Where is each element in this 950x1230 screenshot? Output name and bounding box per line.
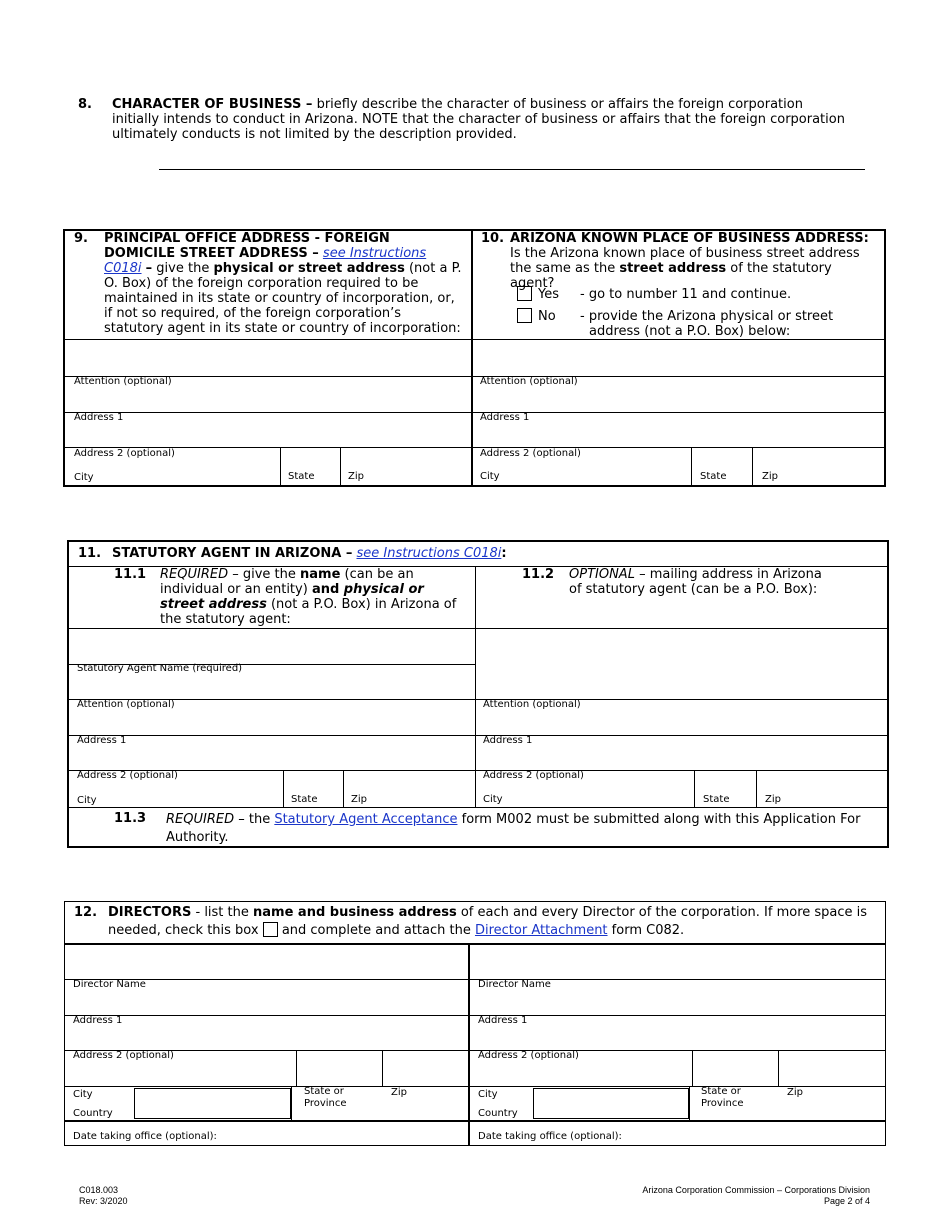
agent-name-input[interactable]: [70, 630, 474, 663]
optional-text: OPTIONAL: [569, 567, 635, 582]
row-line: [65, 447, 884, 448]
row-line: [69, 699, 887, 700]
section-10-address2-label: Address 2 (optional): [480, 448, 581, 459]
row-line: [69, 807, 887, 808]
col-line: [340, 447, 341, 485]
section-9-zip-label: Zip: [348, 471, 364, 482]
director-2-address2-label: Address 2 (optional): [478, 1050, 579, 1061]
footer-page-number: Page 2 of 4: [823, 1196, 870, 1206]
section-8-title: CHARACTER OF BUSINESS –: [112, 97, 313, 112]
section-12-number: 12.: [74, 905, 98, 920]
director-2-address1-label: Address 1: [478, 1015, 528, 1026]
section-9-state-label: State: [288, 471, 315, 482]
col-line: [778, 1050, 779, 1086]
row-line: [65, 1086, 885, 1087]
section-11-header: [112, 546, 507, 561]
no-checkbox[interactable]: [517, 308, 532, 323]
director-1-name-input[interactable]: [66, 945, 467, 978]
director-1-date-label: Date taking office (optional):: [73, 1131, 217, 1142]
director-1-state-label: State or: [304, 1086, 344, 1097]
col-line: [692, 1050, 693, 1086]
director-1-address2-label: Address 2 (optional): [73, 1050, 174, 1061]
no-label: No: [538, 309, 556, 324]
director-1-name-label: Director Name: [73, 979, 146, 990]
text: – give the: [228, 567, 301, 582]
section-11-number: 11.: [78, 546, 102, 561]
section-10-zip-label: Zip: [762, 471, 778, 482]
section-11-1-state-label: State: [291, 794, 318, 805]
row-line: [69, 628, 887, 629]
footer-revision: Rev: 3/2020: [79, 1196, 128, 1206]
row-line: [69, 735, 887, 736]
col-line: [382, 1050, 383, 1086]
director-1-country-label: Country: [73, 1108, 113, 1119]
col-line: [343, 770, 344, 807]
director-2-name-input[interactable]: [471, 945, 884, 978]
section-9-name-input[interactable]: [66, 341, 470, 375]
section-9-instructions-link[interactable]: see Instructions C018i: [104, 246, 427, 276]
director-2-zip-label: Zip: [787, 1087, 803, 1098]
section-8-text: [112, 97, 852, 142]
director-2-province-label: Province: [701, 1098, 744, 1109]
section-11-1-address1-label: Address 1: [77, 735, 127, 746]
col-line: [475, 567, 476, 807]
text: - list the: [191, 905, 254, 920]
section-11-2-address2-label: Address 2 (optional): [483, 770, 584, 781]
row-line: [65, 1015, 885, 1016]
director-2-date-label: Date taking office (optional):: [478, 1131, 622, 1142]
section-11-2-city-label: City: [483, 794, 503, 805]
col-line: [691, 447, 692, 485]
text: of the statutory agent?: [510, 261, 832, 291]
bold-italic-text: physical or street address: [160, 582, 424, 612]
director-2-state-label: State or: [701, 1086, 741, 1097]
section-11-instructions-link[interactable]: see Instructions C018i: [356, 546, 502, 561]
footer-form-code: C018.003: [79, 1185, 119, 1195]
bold-text: name and business address: [253, 905, 457, 920]
row-line: [65, 1050, 885, 1051]
sections-9-10-divider: [471, 229, 473, 487]
required-text: REQUIRED –: [166, 812, 245, 827]
section-8-number: 8.: [78, 97, 92, 112]
section-9-title: PRINCIPAL OFFICE ADDRESS - FOREIGN DOMICILE STREET ADDRESS –: [104, 231, 390, 261]
text: Is the Arizona known place of business street address the same as the: [510, 246, 860, 276]
row-line: [65, 1120, 885, 1122]
text: of each and every Director of the corporation. If more space is needed, check this box: [108, 905, 868, 938]
statutory-agent-acceptance-link[interactable]: Statutory Agent Acceptance: [274, 812, 458, 827]
section-11-2-text: [569, 567, 829, 597]
section-12-title: DIRECTORS: [108, 905, 192, 920]
section-11-2-zip-label: Zip: [765, 794, 781, 805]
yes-checkbox[interactable]: [517, 286, 532, 301]
section-10-number: 10.: [481, 231, 505, 246]
text: and complete and attach the: [277, 923, 475, 938]
text: form C082.: [607, 923, 685, 938]
director-1-city-label: City: [73, 1089, 93, 1100]
director-1-zip-label: Zip: [391, 1087, 407, 1098]
more-directors-checkbox[interactable]: [263, 922, 278, 937]
section-11-3-number: 11.3: [114, 811, 147, 826]
bold-text: name: [300, 567, 341, 582]
agent-name-label: Statutory Agent Name (required): [77, 663, 243, 674]
yes-label: Yes: [538, 287, 559, 302]
director-2-city-label: City: [478, 1089, 498, 1100]
text: form M002 must be submitted along with this Application For Authority.: [166, 812, 861, 845]
director-1-city-country-input[interactable]: [134, 1088, 291, 1119]
colon: :: [501, 546, 507, 561]
bold-text: street address: [619, 261, 727, 276]
section-9-attention-label: Attention (optional): [74, 376, 172, 387]
section-10-state-label: State: [700, 471, 727, 482]
text: (can be an individual or an entity): [160, 567, 414, 597]
text: the: [244, 812, 275, 827]
text: give the: [152, 261, 214, 276]
row-line: [65, 979, 885, 980]
section-9-number: 9.: [74, 231, 88, 246]
col-line: [694, 770, 695, 807]
director-attachment-link[interactable]: Director Attachment: [474, 923, 608, 938]
section-11-1-text: [160, 567, 470, 627]
director-2-name-label: Director Name: [478, 979, 551, 990]
director-1-province-label: Province: [304, 1098, 347, 1109]
section-11-1-number: 11.1: [114, 567, 147, 582]
section-10-address1-label: Address 1: [480, 412, 530, 423]
section-11-1-address2-label: Address 2 (optional): [77, 770, 178, 781]
section-9-city-label: City: [74, 472, 94, 483]
section-11-1-attention-label: Attention (optional): [77, 699, 175, 710]
col-line: [296, 1050, 297, 1086]
agent-mailing-name-input[interactable]: [477, 630, 887, 698]
col-line: [283, 770, 284, 807]
footer-agency: Arizona Corporation Commission – Corporations Division: [642, 1185, 870, 1195]
director-2-city-country-input[interactable]: [533, 1088, 689, 1119]
section-10-question: [510, 246, 878, 291]
director-1-address1-label: Address 1: [73, 1015, 123, 1026]
section-11-1-zip-label: Zip: [351, 794, 367, 805]
no-instruction-line1: - provide the Arizona physical or street: [580, 309, 834, 324]
section-8-body: briefly describe the character of business or affairs the foreign corporation initially intends to conduct in Arizona. NOTE that the character of business or affairs that the foreign corporation ultimately conducts is not limited by the description provided.: [112, 97, 845, 142]
section-11-3-text: [166, 811, 866, 847]
section-10-city-label: City: [480, 471, 500, 482]
text: – mailing address in Arizona of statutory agent (can be a P.O. Box):: [569, 567, 822, 597]
no-instruction-line2: address (not a P.O. Box) below:: [589, 324, 791, 339]
text: (not a P.O. Box) in Arizona of the statutory agent:: [160, 597, 457, 627]
section-11-title: STATUTORY AGENT IN ARIZONA –: [112, 546, 353, 561]
section-10-name-input[interactable]: [474, 341, 883, 375]
row-line: [65, 339, 884, 340]
bold-text: physical or street address: [213, 261, 405, 276]
bold-text: and: [311, 582, 344, 597]
section-11-2-number: 11.2: [522, 567, 555, 582]
col-line: [689, 1086, 690, 1120]
row-line: [65, 412, 884, 413]
section-9-address1-label: Address 1: [74, 412, 124, 423]
dash: –: [145, 261, 153, 276]
col-line: [291, 1086, 292, 1120]
section-9-header: [104, 231, 464, 336]
section-11-1-city-label: City: [77, 795, 97, 806]
section-11-2-state-label: State: [703, 794, 730, 805]
yes-instruction: - go to number 11 and continue.: [580, 287, 792, 302]
section-9-address2-label: Address 2 (optional): [74, 448, 175, 459]
section-12-header: [108, 904, 868, 940]
section-11-2-address1-label: Address 1: [483, 735, 533, 746]
row-line: [65, 376, 884, 377]
director-2-country-label: Country: [478, 1108, 518, 1119]
required-text: REQUIRED: [160, 567, 229, 582]
col-line: [468, 944, 470, 1146]
col-line: [752, 447, 753, 485]
section-10-attention-label: Attention (optional): [480, 376, 578, 387]
col-line: [280, 447, 281, 485]
text: (not a P. O. Box) of the foreign corporation required to be maintained in its state or country of incorporation, or, if not so required, of the foreign corporation’s statutory agent in its state or country of incorporation:: [104, 261, 462, 336]
section-10-title: ARIZONA KNOWN PLACE OF BUSINESS ADDRESS:: [510, 231, 869, 246]
character-of-business-input-line[interactable]: [159, 169, 865, 170]
section-11-2-attention-label: Attention (optional): [483, 699, 581, 710]
row-line: [69, 770, 887, 771]
col-line: [756, 770, 757, 807]
